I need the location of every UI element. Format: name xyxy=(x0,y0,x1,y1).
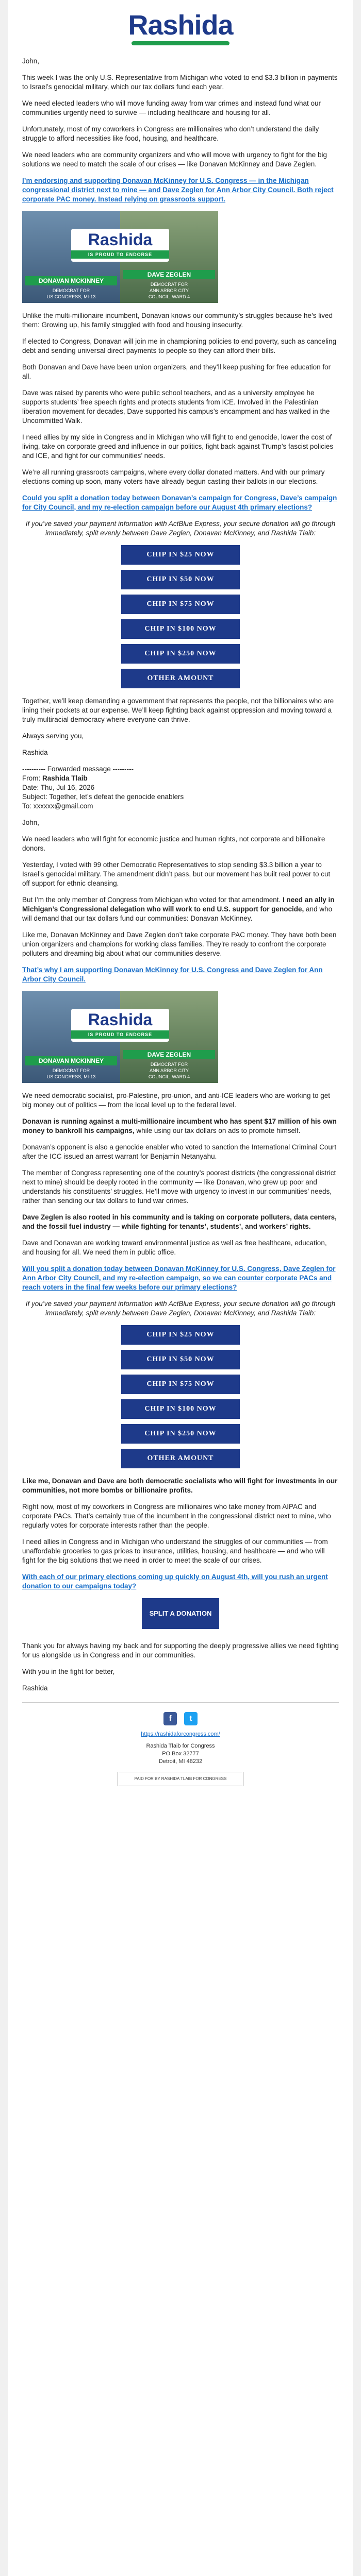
chip-in-100-button[interactable]: CHIP IN $100 NOW xyxy=(121,1399,240,1419)
paragraph: We need leaders who are community organizers and who will move with urgency to fight for the big solutions we need to match the scale of our crises — like Donavan McKinney and Dave Zeglen. xyxy=(22,151,327,168)
chip-in-25-button[interactable]: CHIP IN $25 NOW xyxy=(121,545,240,565)
mckinney-role: DEMOCRAT FOR US CONGRESS, MI-13 xyxy=(46,288,96,299)
paragraph: Donavan’s opponent is also a genocide enabler who voted to sanction the International Criminal Court after the ICC issued an arrest warrant for Benjamin Netanyahu. xyxy=(22,1143,337,1160)
split-donation-link[interactable]: Will you split a donation today between Donavan McKinney for U.S. Congress, Dave Zeglen for Ann Arbor City Council, and my re-election campaign, so we can counter corporate PACs and reach voters in the final few weeks before our primary elections? xyxy=(22,1265,336,1291)
paragraph: This week I was the only U.S. Representative from Michigan who voted to end $3.3 billion in payments to Israel’s genocidal military, which our tax dollars fund each year. xyxy=(22,74,338,91)
paragraph: Together, we’ll keep demanding a government that represents the people, not the billionaires who are lining their pockets at our expense. We’ll keep fighting back against oppression and moving toward a truly multiracial democracy where everyone can thrive. xyxy=(22,697,334,723)
endorsement-graphic[interactable] xyxy=(22,211,218,303)
chip-in-50-button[interactable]: CHIP IN $50 NOW xyxy=(121,570,240,589)
actblue-note: If you’ve saved your payment information with ActBlue Express, your secure donation will go through immediately, split evenly between Dave Zeglen, Donavan McKinney, and Rashida Tlaib: xyxy=(25,1300,336,1317)
signature: Rashida xyxy=(22,749,48,756)
endorse-badge xyxy=(71,229,169,262)
logo-wordmark: Rashida xyxy=(128,10,233,41)
facebook-icon[interactable]: f xyxy=(163,1712,177,1725)
twitter-icon[interactable]: t xyxy=(184,1712,198,1725)
signoff: Always serving you, xyxy=(22,732,84,740)
endorse-badge xyxy=(71,1009,169,1042)
paragraph: We need leaders who will fight for economic justice and human rights, not corporate and billionaire donors. xyxy=(22,835,325,852)
logo-underline xyxy=(132,41,229,45)
paragraph: We’re all running grassroots campaigns, where every dollar donated matters. And with our primary elections coming up soon, many voters have already begun casting their ballots in our elections. xyxy=(22,468,325,485)
paragraph: Like me, Donavan McKinney and Dave Zeglen don’t take corporate PAC money. They have both been union organizers and champions for working class families. They’re ready to confront the corporate polluters and dreaming big about what our communities deserve. xyxy=(22,931,337,957)
zeglen-name: DAVE ZEGLEN xyxy=(123,1050,215,1059)
paragraph: We need elected leaders who will move funding away from war crimes and instead fund what our communities urgently need to survive — including healthcare and housing for all. xyxy=(22,99,321,116)
zeglen-tag xyxy=(123,270,215,300)
paragraph: Dave and Donavan are working toward environmental justice as well as free healthcare, education, and housing for all. We need them in public office. xyxy=(22,1239,327,1256)
supporting-link[interactable]: That’s why I am supporting Donavan McKinney for U.S. Congress and Dave Zeglen for Ann Arbor City Council. xyxy=(22,966,323,983)
mckinney-tag xyxy=(25,276,117,300)
zeglen-name: DAVE ZEGLEN xyxy=(123,270,215,279)
mckinney-role: DEMOCRAT FOR US CONGRESS, MI-13 xyxy=(46,1068,96,1079)
greeting: John, xyxy=(22,819,40,826)
website-link[interactable]: https://rashidaforcongress.com/ xyxy=(141,1731,220,1737)
chip-in-buttons-2 xyxy=(22,1325,339,1468)
split-donation-button[interactable]: SPLIT A DONATION xyxy=(142,1598,219,1629)
chip-in-250-button[interactable]: CHIP IN $250 NOW xyxy=(121,644,240,664)
paragraph: If elected to Congress, Donavan will join me in championing policies to end poverty, such as canceling debt and sending universal direct payments to people so they can afford their bills. xyxy=(22,337,337,354)
paragraph: We need democratic socialist, pro-Palestine, pro-union, and anti-ICE leaders who are working to get big money out of politics — from the local level up to the federal level. xyxy=(22,1092,331,1109)
paragraph: Right now, most of my coworkers in Congress are millionaires who take money from AIPAC and corporate PACs. That’s certainly true of the incumbent in the congressional district next to mine, who regularly votes for corporate interests rather than the people. xyxy=(22,1503,331,1529)
paragraph: Dave Zeglen is also rooted in his community and is taking on corporate polluters, data centers, and the fossil fuel industry — while fighting for tenants’, students’, and workers’ rights. xyxy=(22,1213,337,1230)
other-amount-button[interactable]: OTHER AMOUNT xyxy=(121,669,240,688)
divider xyxy=(22,1702,339,1703)
forwarded-from: From: Rashida Tlaib xyxy=(22,774,88,782)
paragraph: Thank you for always having my back and for supporting the deeply progressive allies we need fighting for us alongside us in Congress and in our communities. xyxy=(22,1642,339,1659)
footer-address: https://rashidaforcongress.com/ Rashida Tlaib for Congress PO Box 32777 Detroit, MI 48232 xyxy=(141,1731,220,1765)
paragraph: With you in the fight for better, xyxy=(22,1668,115,1675)
paragraph: Both Donavan and Dave have been union organizers, and they’ll keep pushing for free education for all. xyxy=(22,363,331,380)
chip-in-75-button[interactable]: CHIP IN $75 NOW xyxy=(121,1375,240,1394)
mckinney-name: DONAVAN MCKINNEY xyxy=(25,1056,117,1065)
zeglen-role: DEMOCRAT FOR ANN ARBOR CITY COUNCIL, WARD 4 xyxy=(148,282,190,299)
zeglen-tag xyxy=(123,1050,215,1080)
mckinney-tag xyxy=(25,1056,117,1080)
forwarded-line: ---------- Forwarded message --------- xyxy=(22,765,134,773)
endorse-subtitle: IS PROUD TO ENDORSE xyxy=(71,1030,169,1039)
signature: Rashida xyxy=(22,1684,48,1692)
chip-in-buttons-1 xyxy=(22,545,339,688)
email-card xyxy=(8,0,353,2576)
actblue-note: If you’ve saved your payment information with ActBlue Express, your secure donation will go through immediately, split evenly between Dave Zeglen, Donavan McKinney, and Rashida Tlaib: xyxy=(25,520,336,537)
endorsement-graphic[interactable] xyxy=(22,991,218,1083)
forwarded-to: To: xxxxxx@gmail.com xyxy=(22,802,93,810)
paragraph: Donavan is running against a multi-millionaire incumbent who has spent $17 million of his own money to bankroll his campaigns, while using our tax dollars on ads to promote himself. xyxy=(22,1117,337,1134)
paragraph: The member of Congress representing one of the country’s poorest districts (the congressional district next to mine) should be deeply rooted in the community — like Donavan, who grew up poor and understands his constituents’ struggles. He’ll move with urgency to invest in our communities’ needs, rather than sending our tax dollars to fund war crimes. xyxy=(22,1169,336,1205)
chip-in-25-button[interactable]: CHIP IN $25 NOW xyxy=(121,1325,240,1345)
forwarded-header xyxy=(22,765,339,811)
rashida-logo xyxy=(8,9,353,45)
chip-in-50-button[interactable]: CHIP IN $50 NOW xyxy=(121,1350,240,1369)
other-amount-button[interactable]: OTHER AMOUNT xyxy=(121,1449,240,1468)
chip-in-75-button[interactable]: CHIP IN $75 NOW xyxy=(121,595,240,614)
paragraph: Like me, Donavan and Dave are both democratic socialists who will fight for investments in our communities, not more bombs or billionaire profits. xyxy=(22,1477,338,1494)
mckinney-name: DONAVAN MCKINNEY xyxy=(25,276,117,285)
split-donation-link[interactable]: Could you split a donation today between Donavan’s campaign for Congress, Dave’s campaign for City Council, and my re-election campaign before our August 4th primary elections? xyxy=(22,494,337,511)
forwarded-date: Date: Thu, Jul 16, 2026 xyxy=(22,784,95,791)
endorse-title: Rashida xyxy=(88,1010,153,1029)
forwarded-subject: Subject: Together, let’s defeat the genocide enablers xyxy=(22,793,184,801)
paragraph: I need allies by my side in Congress and in Michigan who will fight to end genocide, lower the cost of living, take on corporate greed and influence in our politics, fight back against Trump’s fascist policies and ICE, and fight for our communities’ needs. xyxy=(22,433,334,460)
paragraph: But I’m the only member of Congress from Michigan who voted for that amendment. I need an ally in Michigan’s Congressional delegation who will work to end U.S. support for genocide, and who will demand that our tax dollars fund our communities: Donavan McKinney. xyxy=(22,896,335,922)
urgent-donation-link[interactable]: With each of our primary elections coming up quickly on August 4th, will you rush an urgent donation to our campaigns today? xyxy=(22,1573,328,1590)
chip-in-250-button[interactable]: CHIP IN $250 NOW xyxy=(121,1424,240,1444)
greeting: John, xyxy=(22,57,40,65)
chip-in-100-button[interactable]: CHIP IN $100 NOW xyxy=(121,619,240,639)
social-links xyxy=(22,1712,339,1725)
paragraph: Unfortunately, most of my coworkers in Congress are millionaires who don’t understand the daily struggle to afford necessities like food, housing, and healthcare. xyxy=(22,125,319,142)
endorse-title: Rashida xyxy=(88,230,153,249)
paragraph: Unlike the multi-millionaire incumbent, Donavan knows our community’s struggles because he’s lived them: Growing up, his family struggled with food and housing insecurity. xyxy=(22,312,333,329)
email-body xyxy=(22,57,339,1786)
paragraph: Yesterday, I voted with 99 other Democratic Representatives to stop sending $3.3 billion a year to Israel’s genocidal military. The amendment didn’t pass, but our movement has built real power to cut off support for ethnic cleansing. xyxy=(22,861,331,887)
endorsement-link[interactable]: I’m endorsing and supporting Donavan McKinney for U.S. Congress — in the Michigan congressional district next to mine — and Dave Zeglen for Ann Arbor City Council. Both reject corporate PAC money. Instead relying on grassroots support. xyxy=(22,177,334,203)
zeglen-role: DEMOCRAT FOR ANN ARBOR CITY COUNCIL, WARD 4 xyxy=(148,1062,190,1079)
paragraph: Dave was raised by parents who were public school teachers, and as a university employee he supports students’ free speech rights and protects students from ICE. Involved in the Palestinian liberation movement for decades, Dave supported his campus’s encampment and has walked in the Uncommitted Walk. xyxy=(22,389,330,425)
paid-for-disclaimer: PAID FOR BY RASHIDA TLAIB FOR CONGRESS xyxy=(118,1772,243,1786)
paragraph: I need allies in Congress and in Michigan who understand the struggles of our communities — from unaffordable groceries to gas prices to insurance, utilities, housing, and healthcare — and who will fight for the big solutions that we need in order to meet the scale of our crises. xyxy=(22,1538,328,1564)
endorse-subtitle: IS PROUD TO ENDORSE xyxy=(71,250,169,259)
